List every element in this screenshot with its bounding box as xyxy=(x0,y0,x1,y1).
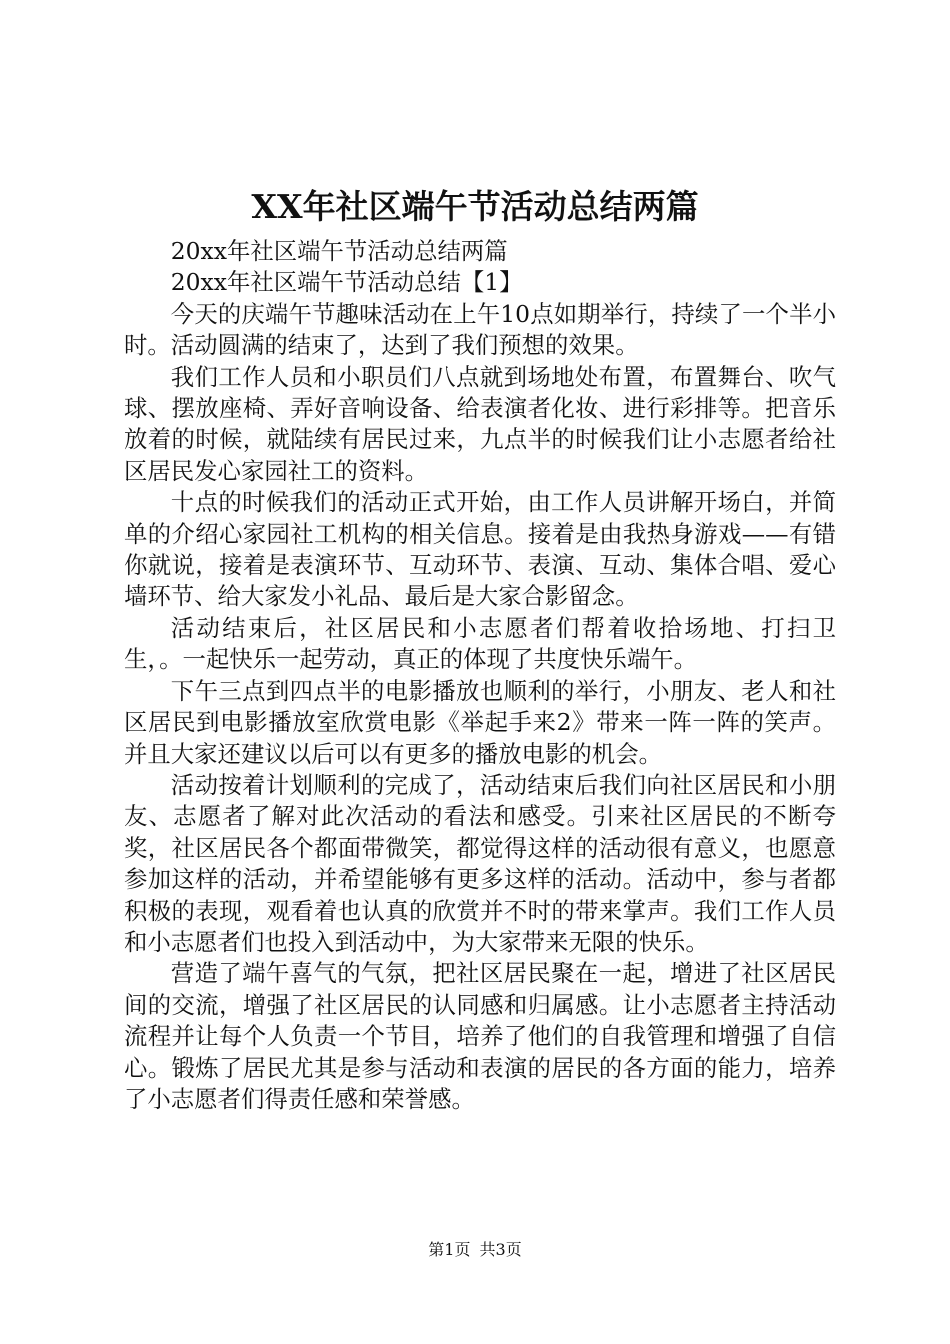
body-paragraph: 下午三点到四点半的电影播放也顺利的举行，小朋友、老人和社区居民到电影播放室欣赏电影《举起手来2》带来一阵一阵的笑声。并且大家还建议以后可以有更多的播放电影的机会。 xyxy=(124,676,836,768)
page-footer xyxy=(0,1240,950,1260)
page-total: 共3页 xyxy=(479,1240,522,1259)
document-title: XX年社区端午节活动总结两篇 xyxy=(251,187,699,226)
body-paragraph: 营造了端午喜气的气氛，把社区居民聚在一起，增进了社区居民间的交流，增强了社区居民的认同感和归属感。让小志愿者主持活动流程并让每个人负责一个节目，培养了他们的自我管理和增强了自信心。锻炼了居民尤其是参与活动和表演的居民的各方面的能力，培养了小志愿者们得责任感和荣誉感。 xyxy=(124,959,836,1113)
body-paragraph: 今天的庆端午节趣味活动在上午10点如期举行，持续了一个半小时。活动圆满的结束了，达到了我们预想的效果。 xyxy=(124,299,836,360)
body-paragraph: 活动结束后，社区居民和小志愿者们帮着收拾场地、打扫卫生，。一起快乐一起劳动，真正的体现了共度快乐端午。 xyxy=(124,613,836,674)
body-paragraph: 活动按着计划顺利的完成了，活动结束后我们向社区居民和小朋友、志愿者了解对此次活动的看法和感受。引来社区居民的不断夸奖，社区居民各个都面带微笑，都觉得这样的活动很有意义，也愿意参加这样的活动，并希望能够有更多这样的活动。活动中，参与者都积极的表现，观看着也认真的欣赏并不时的带来掌声。我们工作人员和小志愿者们也投入到活动中，为大家带来无限的快乐。 xyxy=(124,770,836,956)
subtitle-line: 20xx年社区端午节活动总结两篇 xyxy=(170,237,508,265)
section-heading: 20xx年社区端午节活动总结【1】 xyxy=(170,268,523,297)
document-body xyxy=(124,236,836,1115)
body-paragraph: 我们工作人员和小职员们八点就到场地处布置，布置舞台、吹气球、摆放座椅、弄好音响设备、给表演者化妆、进行彩排等。把音乐放着的时候，就陆续有居民过来，九点半的时候我们让小志愿者给社区居民发心家园社工的资料。 xyxy=(124,362,836,485)
page-number: 第1页 xyxy=(428,1240,471,1259)
body-paragraph: 十点的时候我们的活动正式开始，由工作人员讲解开场白，并简单的介绍心家园社工机构的相关信息。接着是由我热身游戏——有错你就说，接着是表演环节、互动环节、表演、互动、集体合唱、爱心墙环节、给大家发小礼品、最后是大家合影留念。 xyxy=(124,488,836,611)
